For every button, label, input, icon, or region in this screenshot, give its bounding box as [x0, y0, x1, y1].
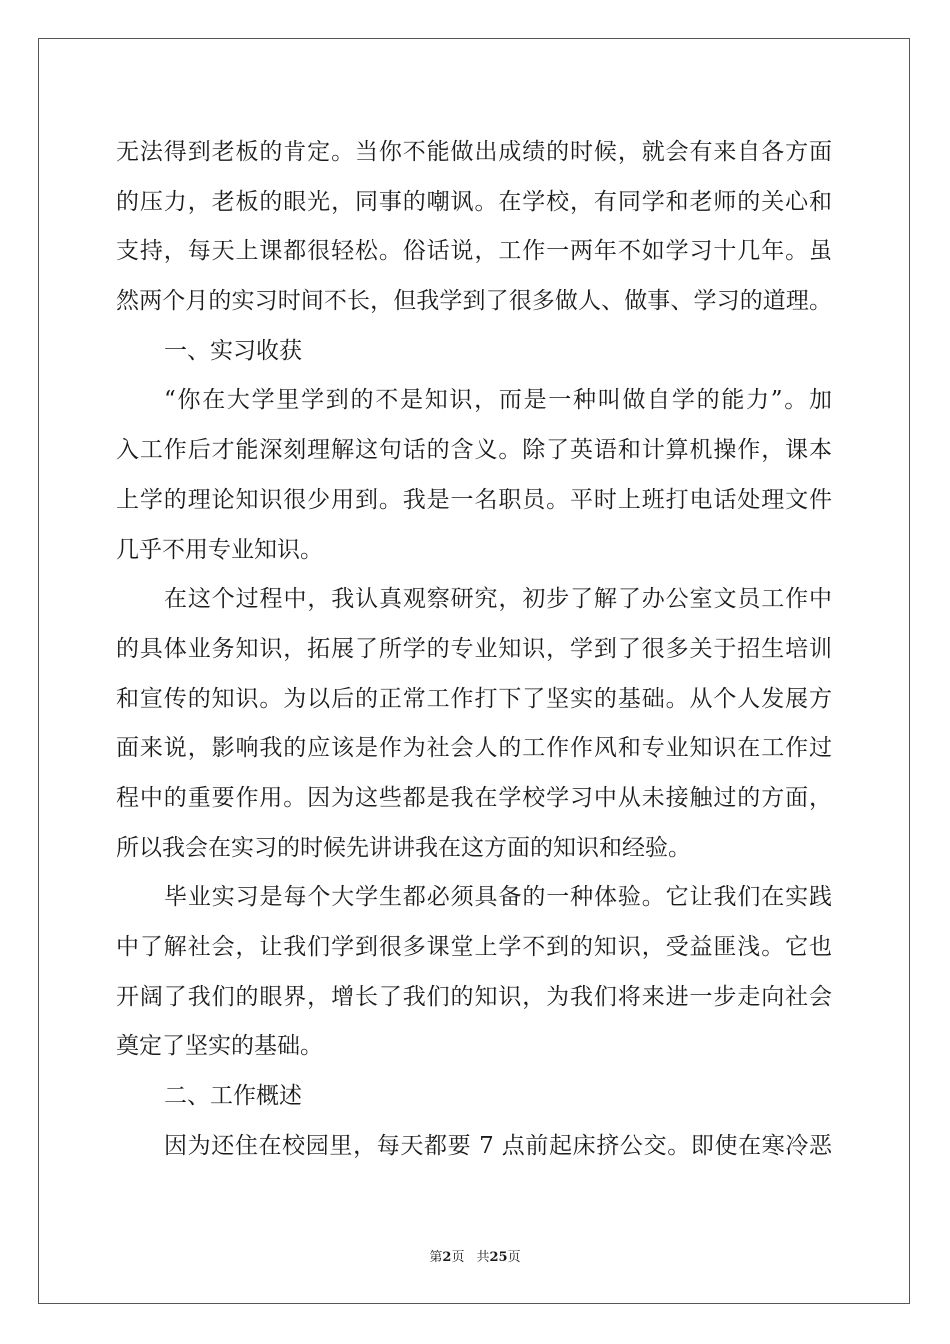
paragraph-line: 在这个过程中，我认真观察研究，初步了解了办公室文员工作中 — [164, 586, 832, 613]
paragraph-line: 奠定了坚实的基础。 — [116, 1033, 323, 1060]
paragraph-line: 中了解社会，让我们学到很多课堂上学不到的知识，受益匪浅。它也 — [116, 934, 832, 960]
paragraph-line: 程中的重要作用。因为这些都是我在学校学习中从未接触过的方面， — [116, 784, 832, 811]
paragraph-line: 毕业实习是每个大学生都必须具备的一种体验。它让我们在实践 — [164, 884, 832, 911]
paragraph-line: 支持，每天上课都很轻松。俗话说，工作一两年不如学习十几年。虽 — [116, 238, 832, 265]
paragraph-line: 所以我会在实习的时候先讲讲我在这方面的知识和经验。 — [116, 834, 691, 861]
paragraph-line: 上学的理论知识很少用到。我是一名职员。平时上班打电话处理文件 — [116, 486, 832, 513]
paragraph-line: 和宣传的知识。为以后的正常工作打下了坚实的基础。从个人发展方 — [116, 685, 832, 712]
paragraph-line: 的压力，老板的眼光，同事的嘲讽。在学校，有同学和老师的关心和 — [116, 188, 832, 215]
paragraph-line: 入工作后才能深刻理解这句话的含义。除了英语和计算机操作，课本 — [116, 437, 832, 464]
total-pages-prefix: 共 — [476, 1250, 490, 1265]
paragraph-line: 然两个月的实习时间不长，但我学到了很多做人、做事、学习的道理。 — [116, 288, 832, 315]
page-number-suffix: 页 — [451, 1250, 465, 1265]
paragraph-line: 因为还住在校园里，每天都要 7 点前起床挤公交。即使在寒冷恶 — [164, 1132, 832, 1159]
paragraph-line: “你在大学里学到的不是知识，而是一种叫做自学的能力”。加 — [164, 387, 832, 414]
paragraph-line: 面来说，影响我的应该是作为社会人的工作作风和专业知识在工作过 — [116, 735, 832, 762]
current-page-number: 2 — [442, 1250, 452, 1265]
paragraph-line: 几乎不用专业知识。 — [116, 536, 323, 563]
page-footer — [0, 1246, 950, 1265]
document-body — [116, 128, 832, 1171]
page-number-prefix: 第 — [429, 1250, 443, 1265]
total-pages-suffix: 页 — [507, 1250, 521, 1265]
section-heading-2: 二、工作概述 — [164, 1083, 302, 1110]
total-page-count: 25 — [489, 1250, 508, 1265]
paragraph-line: 的具体业务知识，拓展了所学的专业知识，学到了很多关于招生培训 — [116, 635, 832, 662]
section-heading-1: 一、实习收获 — [164, 337, 302, 364]
paragraph-line: 无法得到老板的肯定。当你不能做出成绩的时候，就会有来自各方面 — [116, 139, 832, 165]
paragraph-line: 开阔了我们的眼界，增长了我们的知识，为我们将来进一步走向社会 — [116, 983, 832, 1010]
